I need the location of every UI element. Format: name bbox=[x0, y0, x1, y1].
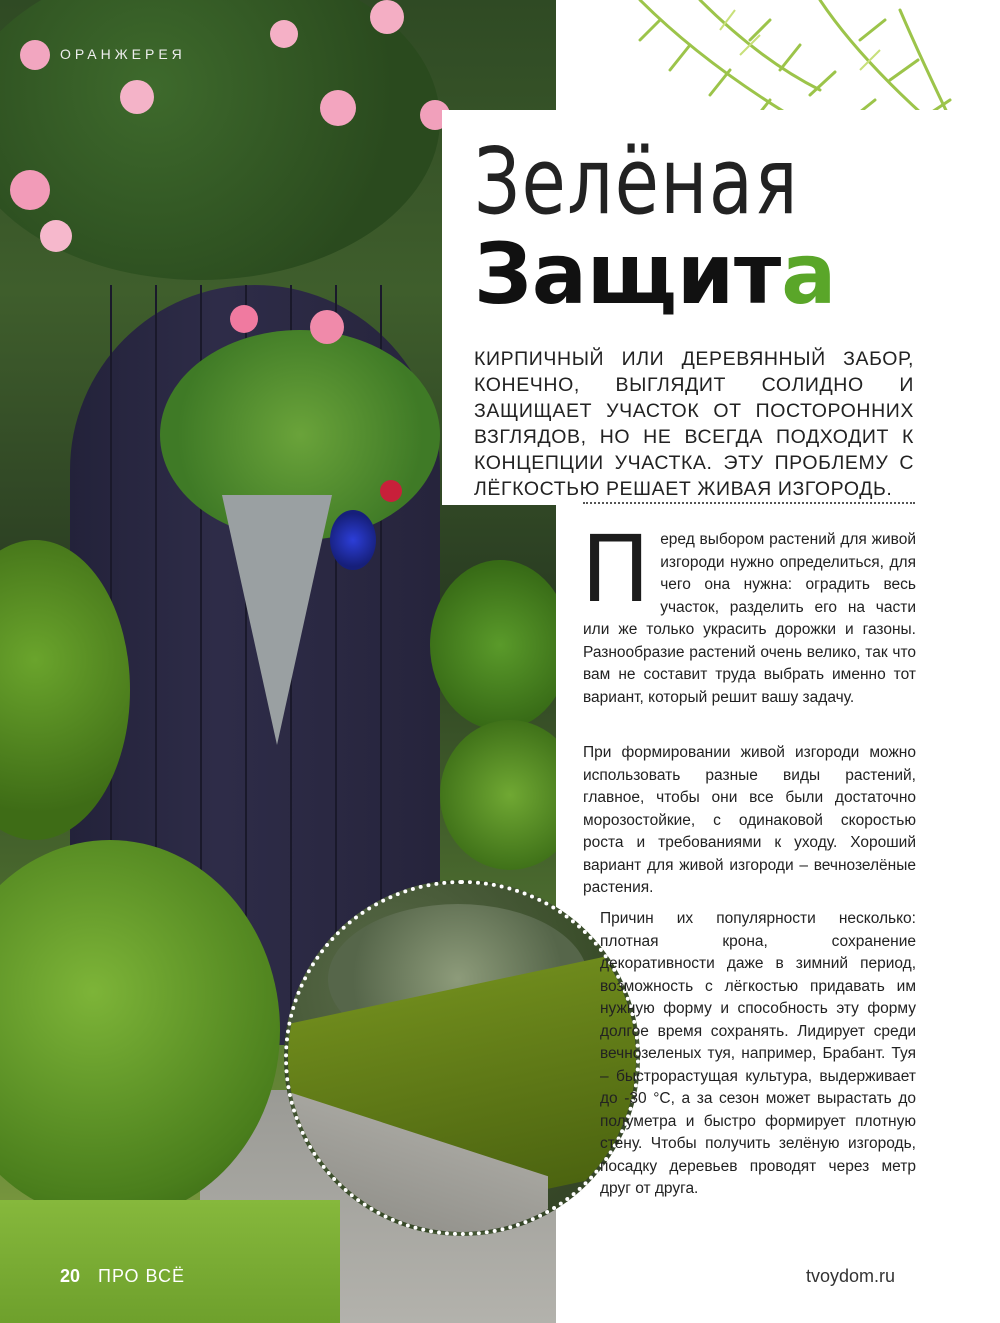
body-paragraph-3: Причин их популярности несколько: плотная крона, сохранение декоративности даже в зимний период, возможность с лёгкостью придавать им нужную форму и способность эту форму долгое время сохранять. Лидирует среди вечнозеленых туя, например, Брабант. Туя – быстрорастущая культура, выдерживает до -30 °С, а за сезон может вырастать до полуметра и быстро формирует плотную стену. Чтобы получить зелёную изгородь, посадку деревьев проводят через метр друг от друга. bbox=[600, 910, 916, 1197]
body-paragraph-1 bbox=[581, 516, 916, 709]
magazine-name: ПРО ВСЁ bbox=[98, 1266, 185, 1286]
hedge-circle-photo bbox=[284, 880, 640, 1236]
headline-line-2 bbox=[474, 225, 837, 323]
dotted-divider bbox=[583, 502, 915, 504]
section-label: ОРАНЖЕРЕЯ bbox=[60, 46, 186, 62]
metal-wall-planter bbox=[222, 495, 332, 745]
headline-line-2-main: Защит bbox=[474, 225, 782, 323]
drop-cap: П bbox=[581, 516, 651, 623]
page-number: 20 bbox=[60, 1266, 81, 1286]
body-paragraph-2: При формировании живой изгороди можно использовать разные виды растений, главное, чтобы они все были достаточно морозостойкие, с одинаковой скоростью роста и требованиями к уходу. Хороший вариант для живой изгороди – вечнозелёные растения. bbox=[583, 744, 916, 896]
body-paragraph-1-text: еред выбором растений для живой изгороди нужно определиться, для чего она нужна: оградить весь участок, разделить его на части или же только украсить дорожки и газоны. Разнообразие растений очень велико, так что вам не составит труда выбрать именно тот вариант, который решит вашу задачу. bbox=[583, 531, 916, 706]
headline-accent-letter: а bbox=[781, 225, 837, 323]
website-url: tvoydom.ru bbox=[806, 1266, 896, 1286]
headline-line-1: Зелёная bbox=[474, 128, 800, 235]
lead-paragraph: КИРПИЧНЫЙ ИЛИ ДЕРЕВЯННЫЙ ЗАБОР, КОНЕЧНО, ВЫГЛЯДИТ СОЛИДНО И ЗАЩИЩАЕТ УЧАСТОК ОТ ПОСТОРОННИХ ВЗГЛЯДОВ, НО НЕ ВСЕГДА ПОДХОДИТ К КОНЦЕПЦИИ УЧАСТКА. ЭТУ ПРОБЛЕМУ С ЛЁГКОСТЬЮ РЕШАЕТ ЖИВАЯ ИЗГОРОДЬ. bbox=[474, 348, 914, 500]
